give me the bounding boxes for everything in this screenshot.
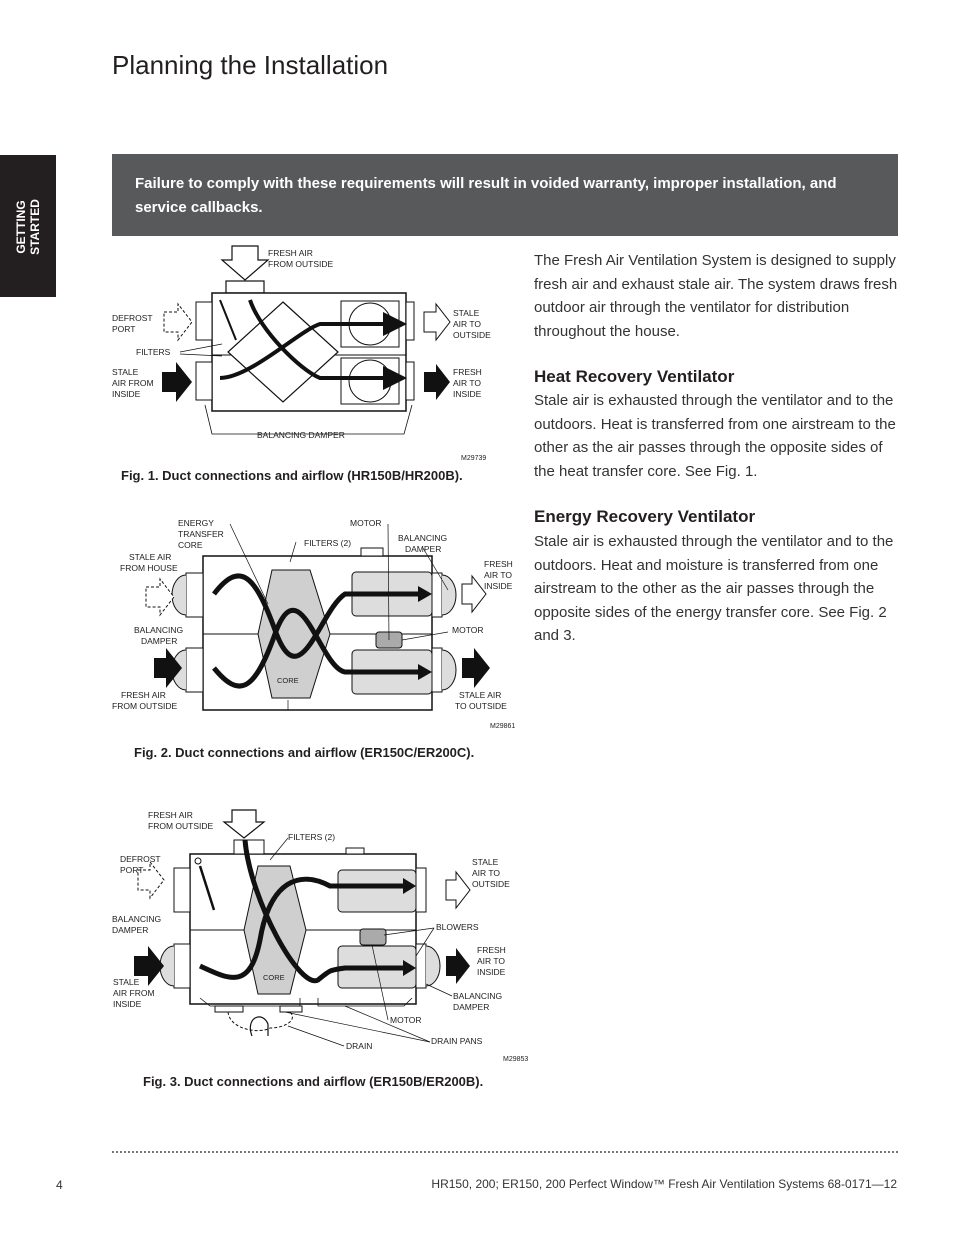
fig3-label-stale-air-outside: STALE	[472, 857, 499, 867]
fig3-label-motor: MOTOR	[390, 1015, 422, 1025]
fig3-label-balancing-damper-right: DAMPER	[453, 1002, 490, 1012]
fig3-label-stale-air-outside: AIR TO	[472, 868, 501, 878]
fig2-label-energy-core: ENERGY	[178, 518, 214, 528]
fig1-label-fresh-air-inside: INSIDE	[453, 389, 482, 399]
fig3-label-balancing-damper-right: BALANCING	[453, 991, 503, 1001]
figure-2	[105, 512, 525, 734]
figure-1	[105, 240, 505, 465]
section-tab-label	[14, 199, 42, 255]
fig2-label-stale-air-house: STALE AIR	[129, 552, 172, 562]
fig2-label-energy-core: CORE	[178, 540, 203, 550]
fig3-label-fresh-air-outside: FROM OUTSIDE	[148, 821, 214, 831]
fig2-label-filters: FILTERS (2)	[304, 538, 352, 548]
fig2-label-stale-air-outside: TO OUTSIDE	[455, 701, 507, 711]
fig2-label-balancing-damper-left: DAMPER	[141, 636, 178, 646]
fig3-diagram	[105, 805, 545, 1067]
fig2-label-stale-air-house: FROM HOUSE	[120, 563, 178, 573]
fig3-label-stale-air-outside: OUTSIDE	[472, 879, 510, 889]
fig1-label-balancing-damper: BALANCING DAMPER	[257, 430, 345, 440]
fig1-label-stale-air-outside: AIR TO	[453, 319, 482, 329]
fig1-label-filters: FILTERS	[136, 347, 171, 357]
hrv-paragraph: Stale air is exhausted through the ventilator and to the outdoors. Heat is transferred from one airstream to the other as the air passes through the opposite sides of the heat transfer core. See Fig. 1.	[534, 392, 896, 480]
fig1-label-stale-air-outside: OUTSIDE	[453, 330, 491, 340]
fig2-label-fresh-air-outside: FROM OUTSIDE	[112, 701, 178, 711]
fig2-label-fresh-air-inside: FRESH	[484, 559, 513, 569]
fig1-label-defrost-port: PORT	[112, 324, 136, 334]
erv-heading: Energy Recovery Ventilator	[534, 507, 756, 526]
fig2-code: M29861	[490, 723, 516, 730]
fig3-label-blowers: BLOWERS	[436, 922, 479, 932]
fig2-label-fresh-air-inside: AIR TO	[484, 570, 513, 580]
fig3-caption: Fig. 3. Duct connections and airflow (ER150B/ER200B).	[143, 1074, 484, 1089]
fig1-label-fresh-air-inside: FRESH	[453, 367, 482, 377]
fig3-label-balancing-damper-left: BALANCING	[112, 914, 162, 924]
fig1-label-stale-air-inside: INSIDE	[112, 389, 141, 399]
warning-banner: Failure to comply with these requirements will result in voided warranty, improper installation, and service callbacks.	[112, 154, 898, 236]
fig2-diagram	[105, 512, 525, 734]
fig3-label-core: CORE	[263, 973, 285, 982]
section-tab-line: STARTED	[28, 199, 42, 255]
fig3-label-stale-air-inside: AIR FROM	[113, 988, 155, 998]
footer-divider	[112, 1151, 898, 1153]
fig1-label-fresh-air-outside: FROM OUTSIDE	[268, 259, 334, 269]
fig3-label-drain: DRAIN	[346, 1041, 373, 1051]
erv-paragraph: Stale air is exhausted through the ventilator and to the outdoors. Heat and moisture is transferred from one airstream to the other as the air passes through the opposite sides of the energy transfer core. See Fig. 2 and 3.	[534, 533, 894, 644]
fig3-label-defrost-port: DEFROST	[120, 854, 161, 864]
fig1-label-fresh-air-inside: AIR TO	[453, 378, 482, 388]
fig2-label-motor: MOTOR	[452, 625, 484, 635]
fig2-label-energy-core: TRANSFER	[178, 529, 224, 539]
fig1-diagram	[105, 240, 505, 465]
fig2-label-balancing-damper-left: BALANCING	[134, 625, 184, 635]
section-tab-line: GETTING	[14, 200, 28, 254]
fig3-label-defrost-port: PORT	[120, 865, 144, 875]
fig2-label-core: CORE	[277, 676, 299, 685]
fig1-label-fresh-air-outside: FRESH AIR	[268, 248, 313, 258]
fig2-caption: Fig. 2. Duct connections and airflow (ER150C/ER200C).	[134, 745, 475, 760]
fig2-label-motor-top: MOTOR	[350, 518, 382, 528]
fig2-label-fresh-air-outside: FRESH AIR	[121, 690, 166, 700]
fig2-label-balancing-damper-top: BALANCING	[398, 533, 448, 543]
page-title: Planning the Installation	[112, 50, 389, 80]
fig3-label-fresh-air-inside: AIR TO	[477, 956, 506, 966]
fig2-label-balancing-damper-top: DAMPER	[405, 544, 442, 554]
fig3-label-fresh-air-inside: INSIDE	[477, 967, 506, 977]
page-number: 4	[56, 1178, 63, 1192]
fig2-label-stale-air-outside: STALE AIR	[459, 690, 502, 700]
fig3-label-stale-air-inside: INSIDE	[113, 999, 142, 1009]
fig1-label-stale-air-outside: STALE	[453, 308, 480, 318]
hrv-heading: Heat Recovery Ventilator	[534, 367, 735, 386]
fig1-code: M29739	[461, 455, 487, 462]
figure-3	[105, 805, 545, 1067]
fig3-label-fresh-air-outside: FRESH AIR	[148, 810, 193, 820]
fig3-label-drain-pans: DRAIN PANS	[431, 1036, 483, 1046]
fig1-caption: Fig. 1. Duct connections and airflow (HR150B/HR200B).	[121, 468, 463, 483]
fig3-label-fresh-air-inside: FRESH	[477, 945, 506, 955]
fig3-label-stale-air-inside: STALE	[113, 977, 140, 987]
fig3-code: M29853	[503, 1056, 529, 1063]
fig3-label-filters: FILTERS (2)	[288, 832, 336, 842]
fig3-label-balancing-damper-left: DAMPER	[112, 925, 149, 935]
fig2-label-fresh-air-inside: INSIDE	[484, 581, 513, 591]
intro-paragraph: The Fresh Air Ventilation System is designed to supply fresh air and exhaust stale air. The system draws fresh outdoor air through the ventilator for distribution throughout the house.	[534, 252, 898, 340]
fig1-label-stale-air-inside: AIR FROM	[112, 378, 154, 388]
footer-text: HR150, 200; ER150, 200 Perfect Window™ Fresh Air Ventilation Systems 68-0171—12	[431, 1177, 897, 1191]
fig1-label-defrost-port: DEFROST	[112, 313, 153, 323]
fig1-label-stale-air-inside: STALE	[112, 367, 139, 377]
fresh-air-intake-arrow	[222, 246, 268, 280]
